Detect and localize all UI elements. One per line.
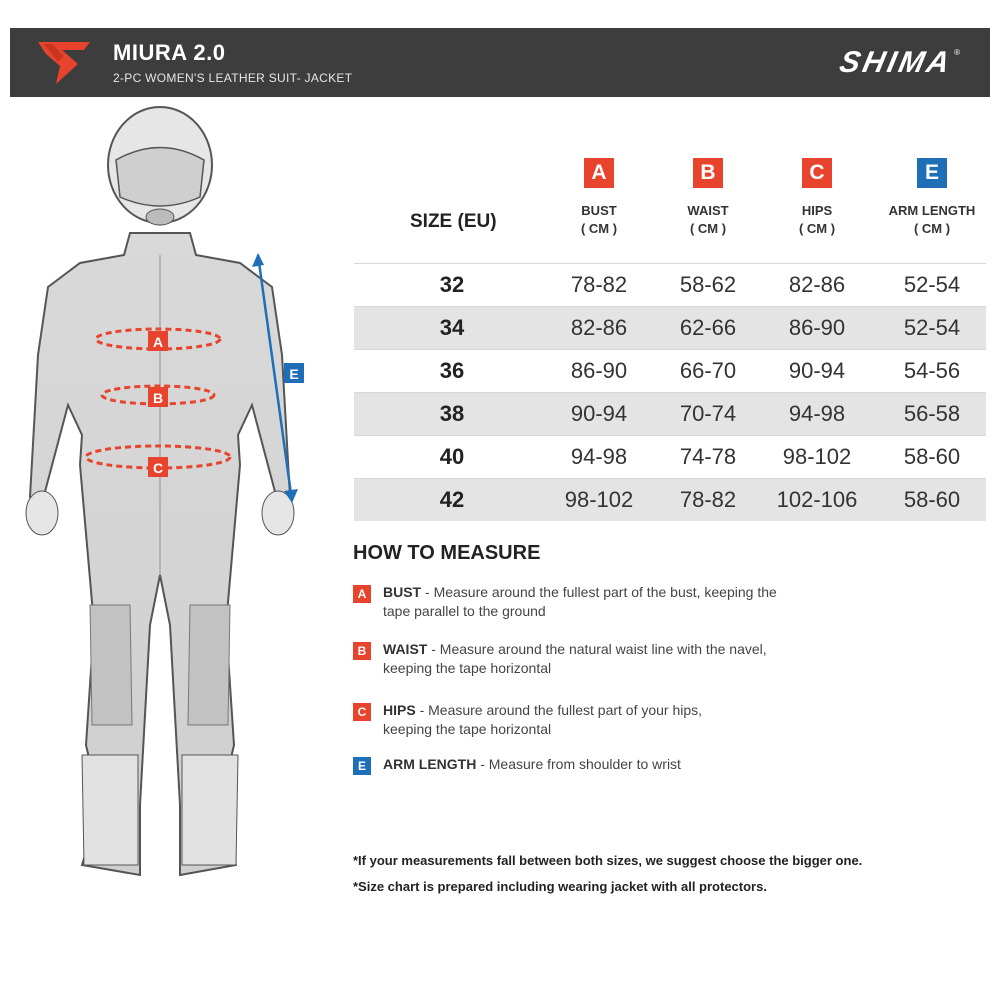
size-cell: 32 <box>439 272 465 297</box>
size-table <box>354 263 986 521</box>
size-cell: 34 <box>439 315 465 340</box>
arm-length-cell: 56-58 <box>903 401 961 426</box>
waist-column-unit: ( CM ) <box>689 221 727 236</box>
product-subtitle: 2-PC WOMEN'S LEATHER SUIT- JACKET <box>113 71 353 85</box>
hips-column-unit: ( CM ) <box>798 221 836 236</box>
table-row <box>354 435 986 478</box>
waist-instruction-badge: B <box>353 642 371 660</box>
size-cell: 36 <box>439 358 465 383</box>
figure-badge-c <box>148 457 168 477</box>
waist-badge: B <box>693 158 723 188</box>
size-column-header: SIZE (EU) <box>410 211 497 232</box>
hips-instruction-text <box>383 701 823 739</box>
bust-cell: 94-98 <box>570 444 628 469</box>
helmet-icon <box>108 107 212 225</box>
hips-column-title: HIPS <box>801 203 833 218</box>
hips-instruction-term: HIPS <box>383 702 416 718</box>
hips-instruction-badge: C <box>353 703 371 721</box>
protector-note: *Size chart is prepared including wearing jacket with all protectors. <box>353 879 767 894</box>
bust-instruction-line2: tape parallel to the ground <box>383 603 546 619</box>
how-to-measure-heading: HOW TO MEASURE <box>353 542 541 564</box>
waist-column-title: WAIST <box>687 203 729 218</box>
figure-badge-e <box>284 363 304 383</box>
arm-length-instruction-term: ARM LENGTH <box>383 756 477 772</box>
hips-badge: C <box>802 158 832 188</box>
arm-length-cell: 58-60 <box>903 444 961 469</box>
waist-cell: 70-74 <box>679 401 737 426</box>
figure-badge-e-label: E <box>289 366 299 382</box>
figure-badge-a <box>148 331 168 351</box>
hips-cell: 90-94 <box>788 358 846 383</box>
bust-cell: 86-90 <box>570 358 628 383</box>
size-cell: 38 <box>439 401 465 426</box>
brand-logo: SHIMA <box>836 46 956 79</box>
waist-cell: 58-62 <box>679 272 737 297</box>
bust-instruction-badge: A <box>353 585 371 603</box>
waist-cell: 62-66 <box>679 315 737 340</box>
body-measurement-figure <box>20 105 320 895</box>
hips-cell: 98-102 <box>782 444 852 469</box>
figure-badge-b <box>148 387 168 407</box>
bust-instruction-line1: - Measure around the fullest part of the bust, keeping the <box>421 584 777 600</box>
arm-length-instruction-badge: E <box>353 757 371 775</box>
figure-badge-b-label: B <box>152 390 164 406</box>
bust-column-unit: ( CM ) <box>580 221 618 236</box>
arm-length-instruction-text <box>383 755 823 774</box>
hips-cell: 102-106 <box>776 487 858 512</box>
table-row <box>354 263 986 306</box>
table-row <box>354 478 986 521</box>
table-row <box>354 306 986 349</box>
arm-length-cell: 58-60 <box>903 487 961 512</box>
hips-column-header <box>752 158 882 238</box>
waist-instruction-line1: - Measure around the natural waist line with the navel, <box>427 641 767 657</box>
bust-cell: 98-102 <box>564 487 634 512</box>
arm-length-column-header <box>867 158 997 238</box>
hips-cell: 86-90 <box>788 315 846 340</box>
size-cell: 40 <box>439 444 465 469</box>
hips-cell: 94-98 <box>788 401 846 426</box>
figure-badge-c-label: C <box>152 460 164 476</box>
bust-instruction-term: BUST <box>383 584 422 600</box>
arm-length-column-title: ARM LENGTH <box>888 203 976 218</box>
bust-cell: 82-86 <box>570 315 628 340</box>
arm-length-instruction-line1: - Measure from shoulder to wrist <box>476 756 681 772</box>
size-note: *If your measurements fall between both sizes, we suggest choose the bigger one. <box>353 853 863 868</box>
waist-instruction-text <box>383 640 823 678</box>
waist-instruction-line2: keeping the tape horizontal <box>383 660 552 676</box>
bust-instruction <box>353 583 823 621</box>
arm-length-badge: E <box>917 158 947 188</box>
bust-instruction-text <box>383 583 823 621</box>
product-title: MIURA 2.0 <box>113 40 226 65</box>
waist-instruction-term: WAIST <box>383 641 428 657</box>
waist-cell: 74-78 <box>679 444 737 469</box>
arm-length-column-label <box>867 202 997 238</box>
figure-badge-a-label: A <box>152 334 164 350</box>
bust-cell: 78-82 <box>570 272 628 297</box>
arm-length-instruction <box>353 755 823 774</box>
hips-column-label <box>752 202 882 238</box>
bust-column-title: BUST <box>581 203 617 218</box>
hips-instruction <box>353 701 823 739</box>
table-row <box>354 392 986 435</box>
hips-cell: 82-86 <box>788 272 846 297</box>
arm-length-cell: 54-56 <box>903 358 961 383</box>
size-cell: 42 <box>439 487 465 512</box>
arm-length-cell: 52-54 <box>903 315 961 340</box>
waist-cell: 66-70 <box>679 358 737 383</box>
registered-mark: ® <box>954 48 960 57</box>
hips-instruction-line1: - Measure around the fullest part of your hips, <box>415 702 703 718</box>
arm-length-column-unit: ( CM ) <box>913 221 951 236</box>
waist-cell: 78-82 <box>679 487 737 512</box>
waist-instruction <box>353 640 823 678</box>
header-bar <box>10 28 990 97</box>
bust-badge: A <box>584 158 614 188</box>
shima-logo-icon <box>38 42 90 84</box>
bust-cell: 90-94 <box>570 401 628 426</box>
table-row <box>354 349 986 392</box>
arm-length-cell: 52-54 <box>903 272 961 297</box>
hips-instruction-line2: keeping the tape horizontal <box>383 721 552 737</box>
